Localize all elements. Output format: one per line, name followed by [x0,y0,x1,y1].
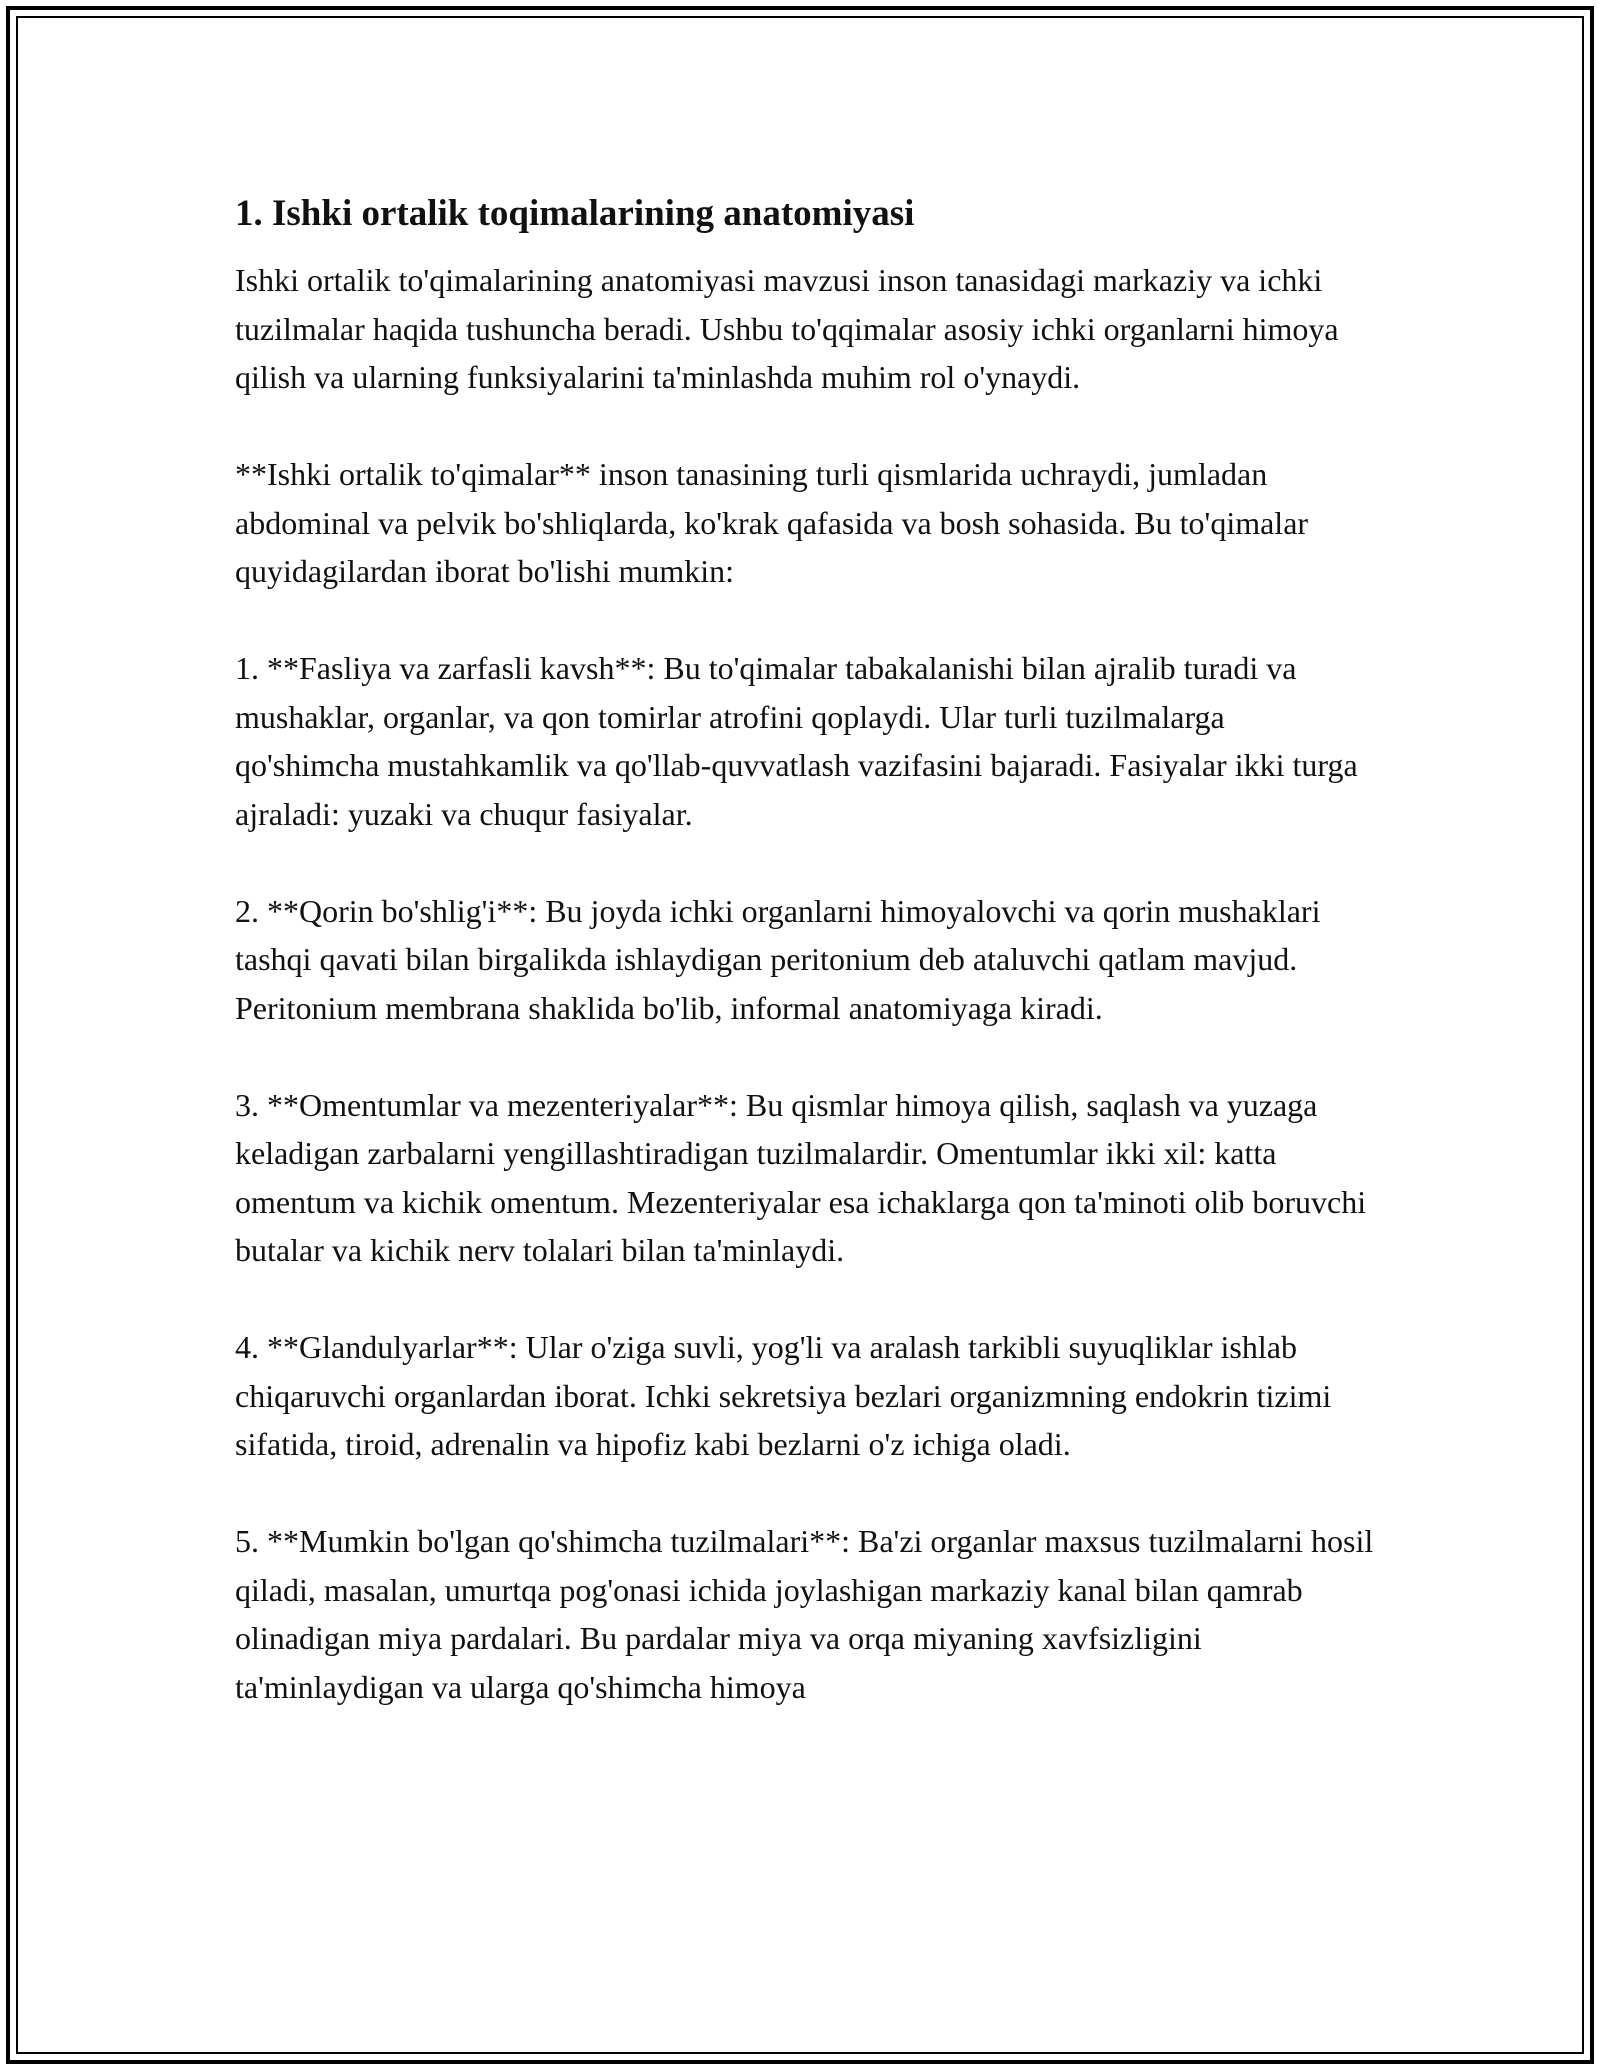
document-body [235,186,1375,1711]
list-item-4: 4. **Glandulyarlar**: Ular o'ziga suvli, yog'li va aralash tarkibli suyuqliklar ishlab chiqaruvchi organlardan iborat. Ichki sekretsiya bezlari organizmning endokrin tizimi sifatida, tiroid, adrenalin va hipofiz kabi bezlarni o'z ichiga oladi. [235,1329,1332,1462]
list-item-5: 5. **Mumkin bo'lgan qo'shimcha tuzilmalari**: Ba'zi organlar maxsus tuzilmalarni hosil qiladi, masalan, umurtqa pog'onasi ichida joylashigan markaziy kanal bilan qamrab olinadigan miya pardalari. Bu pardalar miya va orqa miyaning xavfsizligini ta'minlaydigan va ularga qo'shimcha himoya [235,1523,1374,1705]
list-item-2: 2. **Qorin bo'shlig'i**: Bu joyda ichki organlarni himoyalovchi va qorin mushaklari tashqi qavati bilan birgalikda ishlaydigan peritonium deb ataluvchi qatlam mavjud. Peritonium membrana shaklida bo'lib, informal anatomiyaga kiradi. [235,892,1321,1026]
overview-paragraph: **Ishki ortalik to'qimalar** inson tanasining turli qismlarida uchraydi, jumladan abdominal va pelvik bo'shliqlarda, ko'krak qafasida va bosh sohasida. Bu to'qimalar quyidagilardan iborat bo'lishi mumkin: [235,456,1309,589]
list-item-1: 1. **Fasliya va zarfasli kavsh**: Bu to'qimalar tabakalanishi bilan ajralib turadi va mushaklar, organlar, va qon tomirlar atrofini qoplaydi. Ular turli tuzilmalarga qo'shimcha mustahkamlik va qo'llab-quvvatlash vazifasini bajaradi. Fasiyalar ikki turga ajraladi: yuzaki va chuqur fasiyalar. [235,650,1358,832]
list-item-3: 3. **Omentumlar va mezenteriyalar**: Bu qismlar himoya qilish, saqlash va yuzaga keladigan zarbalarni yengillashtiradigan tuzilmalardir. Omentumlar ikki xil: katta omentum va kichik omentum. Mezenteriyalar esa ichaklarga qon ta'minoti olib boruvchi butalar va kichik nerv tolalari bilan ta'minlaydi. [235,1086,1367,1268]
section-heading: 1. Ishki ortalik toqimalarining anatomiyasi [235,193,915,234]
intro-paragraph: Ishki ortalik to'qimalarining anatomiyasi mavzusi inson tanasidagi markaziy va ichki tuzilmalar haqida tushuncha beradi. Ushbu to'qqimalar asosiy ichki organlarni himoya qilish va ularning funksiyalarini ta'minlashda muhim rol o'ynaydi. [235,262,1339,395]
